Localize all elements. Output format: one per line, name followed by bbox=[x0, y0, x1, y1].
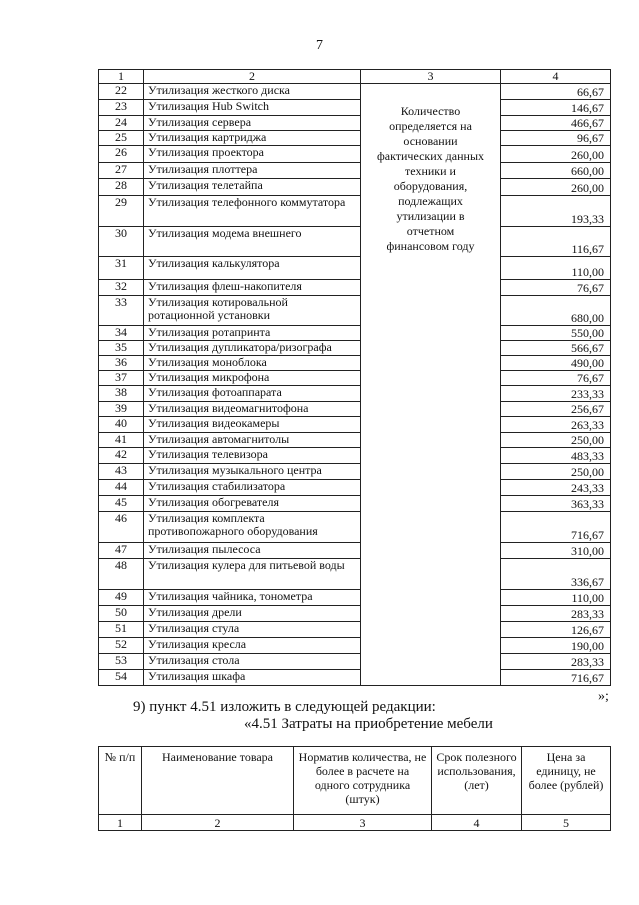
unit-price: 126,67 bbox=[501, 622, 611, 638]
quantity-note bbox=[361, 84, 501, 686]
table-row bbox=[99, 386, 611, 402]
table-row bbox=[99, 296, 611, 326]
item-name: Утилизация Hub Switch bbox=[144, 100, 361, 116]
unit-price: 243,33 bbox=[501, 480, 611, 496]
unit-price: 680,00 bbox=[501, 296, 611, 326]
row-number: 31 bbox=[99, 257, 144, 280]
table-row bbox=[99, 606, 611, 622]
item-name: Утилизация кулера для питьевой воды bbox=[144, 559, 361, 590]
unit-price: 193,33 bbox=[501, 196, 611, 227]
table-row bbox=[99, 402, 611, 417]
unit-price: 263,33 bbox=[501, 417, 611, 433]
item-name: Утилизация калькулятора bbox=[144, 257, 361, 280]
item-name: Утилизация пылесоса bbox=[144, 543, 361, 559]
item-name: Утилизация стабилизатора bbox=[144, 480, 361, 496]
unit-price: 550,00 bbox=[501, 326, 611, 341]
table-row bbox=[99, 163, 611, 179]
row-number: 39 bbox=[99, 402, 144, 417]
row-number: 29 bbox=[99, 196, 144, 227]
table-row bbox=[99, 638, 611, 654]
row-number: 22 bbox=[99, 84, 144, 100]
table-row bbox=[99, 448, 611, 464]
table-row bbox=[99, 257, 611, 280]
row-number: 52 bbox=[99, 638, 144, 654]
item-name: Утилизация модема внешнего bbox=[144, 227, 361, 257]
row-number: 30 bbox=[99, 227, 144, 257]
unit-price: 256,67 bbox=[501, 402, 611, 417]
unit-price: 660,00 bbox=[501, 163, 611, 179]
item-name: Утилизация дупликатора/ризографа bbox=[144, 341, 361, 356]
row-number: 51 bbox=[99, 622, 144, 638]
row-number: 44 bbox=[99, 480, 144, 496]
section-title: «4.51 Затраты на приобретение мебели bbox=[244, 716, 493, 732]
unit-price: 190,00 bbox=[501, 638, 611, 654]
row-number: 23 bbox=[99, 100, 144, 116]
row-number: 35 bbox=[99, 341, 144, 356]
closing-quote: »; bbox=[598, 689, 609, 704]
unit-price: 250,00 bbox=[501, 464, 611, 480]
row-number: 48 bbox=[99, 559, 144, 590]
header-cell-number: № п/п bbox=[99, 747, 142, 815]
unit-price: 716,67 bbox=[501, 512, 611, 543]
table-row bbox=[99, 480, 611, 496]
unit-price: 490,00 bbox=[501, 356, 611, 371]
table-row bbox=[99, 280, 611, 296]
item-name: Утилизация жесткого диска bbox=[144, 84, 361, 100]
header-cell-unit-price: Цена за единицу, не более (рублей) bbox=[522, 747, 611, 815]
unit-price: 260,00 bbox=[501, 179, 611, 196]
item-name: Утилизация чайника, тонометра bbox=[144, 590, 361, 606]
unit-price: 310,00 bbox=[501, 543, 611, 559]
header-cell-quantity-norm: Норматив количества, не более в расчете на одного сотрудника (штук) bbox=[294, 747, 432, 815]
table-row bbox=[99, 84, 611, 100]
disposal-table bbox=[98, 69, 611, 686]
item-name: Утилизация видеокамеры bbox=[144, 417, 361, 433]
item-name: Утилизация обогревателя bbox=[144, 496, 361, 512]
unit-price: 66,67 bbox=[501, 84, 611, 100]
unit-price: 76,67 bbox=[501, 280, 611, 296]
row-number: 43 bbox=[99, 464, 144, 480]
header-cell: 1 bbox=[99, 70, 144, 84]
item-name: Утилизация моноблока bbox=[144, 356, 361, 371]
column-number: 4 bbox=[432, 815, 522, 831]
item-name: Утилизация картриджа bbox=[144, 131, 361, 146]
row-number: 33 bbox=[99, 296, 144, 326]
unit-price: 96,67 bbox=[501, 131, 611, 146]
column-number: 5 bbox=[522, 815, 611, 831]
table-row bbox=[99, 590, 611, 606]
unit-price: 76,67 bbox=[501, 371, 611, 386]
item-name: Утилизация шкафа bbox=[144, 670, 361, 686]
table-row bbox=[99, 559, 611, 590]
item-name: Утилизация котировальной ротационной установки bbox=[144, 296, 361, 326]
unit-price: 283,33 bbox=[501, 606, 611, 622]
header-cell: 4 bbox=[501, 70, 611, 84]
item-name: Утилизация проектора bbox=[144, 146, 361, 163]
table-row bbox=[99, 512, 611, 543]
column-number: 2 bbox=[142, 815, 294, 831]
header-cell: 2 bbox=[144, 70, 361, 84]
item-name: Утилизация автомагнитолы bbox=[144, 433, 361, 448]
item-name: Утилизация телетайпа bbox=[144, 179, 361, 196]
table-row bbox=[99, 417, 611, 433]
quantity-note-text: Количество определяется на основании фактических данных техники и оборудования, подлежащих утилизации в отчетном финансовом году bbox=[376, 104, 484, 253]
row-number: 42 bbox=[99, 448, 144, 464]
unit-price: 110,00 bbox=[501, 590, 611, 606]
column-number: 3 bbox=[294, 815, 432, 831]
unit-price: 116,67 bbox=[501, 227, 611, 257]
page-number: 7 bbox=[316, 38, 323, 53]
table-row bbox=[99, 227, 611, 257]
item-name: Утилизация телефонного коммутатора bbox=[144, 196, 361, 227]
furniture-table bbox=[98, 746, 611, 831]
row-number: 54 bbox=[99, 670, 144, 686]
table-row bbox=[99, 670, 611, 686]
unit-price: 566,67 bbox=[501, 341, 611, 356]
table-header-row bbox=[99, 747, 611, 815]
row-number: 32 bbox=[99, 280, 144, 296]
item-name: Утилизация музыкального центра bbox=[144, 464, 361, 480]
table-row bbox=[99, 433, 611, 448]
unit-price: 146,67 bbox=[501, 100, 611, 116]
unit-price: 483,33 bbox=[501, 448, 611, 464]
table-row bbox=[99, 496, 611, 512]
row-number: 37 bbox=[99, 371, 144, 386]
row-number: 36 bbox=[99, 356, 144, 371]
item-name: Утилизация стола bbox=[144, 654, 361, 670]
row-number: 41 bbox=[99, 433, 144, 448]
item-name: Утилизация микрофона bbox=[144, 371, 361, 386]
item-name: Утилизация фотоаппарата bbox=[144, 386, 361, 402]
item-name: Утилизация стула bbox=[144, 622, 361, 638]
table-row bbox=[99, 100, 611, 116]
row-number: 40 bbox=[99, 417, 144, 433]
table-row bbox=[99, 196, 611, 227]
table-row bbox=[99, 622, 611, 638]
unit-price: 283,33 bbox=[501, 654, 611, 670]
row-number: 46 bbox=[99, 512, 144, 543]
unit-price: 260,00 bbox=[501, 146, 611, 163]
unit-price: 233,33 bbox=[501, 386, 611, 402]
row-number: 38 bbox=[99, 386, 144, 402]
item-name: Утилизация комплекта противопожарного оборудования bbox=[144, 512, 361, 543]
unit-price: 716,67 bbox=[501, 670, 611, 686]
row-number: 25 bbox=[99, 131, 144, 146]
table-row bbox=[99, 116, 611, 131]
item-name: Утилизация телевизора bbox=[144, 448, 361, 464]
row-number: 27 bbox=[99, 163, 144, 179]
amendment-paragraph: 9) пункт 4.51 изложить в следующей редакции: bbox=[133, 699, 436, 715]
column-number: 1 bbox=[99, 815, 142, 831]
unit-price: 363,33 bbox=[501, 496, 611, 512]
item-name: Утилизация видеомагнитофона bbox=[144, 402, 361, 417]
item-name: Утилизация кресла bbox=[144, 638, 361, 654]
column-number-row bbox=[99, 815, 611, 831]
table-row bbox=[99, 464, 611, 480]
item-name: Утилизация сервера bbox=[144, 116, 361, 131]
item-name: Утилизация плоттера bbox=[144, 163, 361, 179]
item-name: Утилизация флеш-накопителя bbox=[144, 280, 361, 296]
table-row bbox=[99, 543, 611, 559]
table-row bbox=[99, 341, 611, 356]
row-number: 24 bbox=[99, 116, 144, 131]
unit-price: 250,00 bbox=[501, 433, 611, 448]
table-row bbox=[99, 356, 611, 371]
header-cell: 3 bbox=[361, 70, 501, 84]
table-row bbox=[99, 654, 611, 670]
table-row bbox=[99, 131, 611, 146]
table-row bbox=[99, 146, 611, 163]
row-number: 45 bbox=[99, 496, 144, 512]
table-row bbox=[99, 326, 611, 341]
table-row bbox=[99, 371, 611, 386]
row-number: 26 bbox=[99, 146, 144, 163]
row-number: 28 bbox=[99, 179, 144, 196]
item-name: Утилизация дрели bbox=[144, 606, 361, 622]
row-number: 49 bbox=[99, 590, 144, 606]
row-number: 50 bbox=[99, 606, 144, 622]
row-number: 34 bbox=[99, 326, 144, 341]
header-cell-product-name: Наименование товара bbox=[142, 747, 294, 815]
row-number: 53 bbox=[99, 654, 144, 670]
unit-price: 466,67 bbox=[501, 116, 611, 131]
header-cell-useful-life: Срок полезного использования, (лет) bbox=[432, 747, 522, 815]
unit-price: 336,67 bbox=[501, 559, 611, 590]
table-row bbox=[99, 179, 611, 196]
item-name: Утилизация ротапринта bbox=[144, 326, 361, 341]
row-number: 47 bbox=[99, 543, 144, 559]
unit-price: 110,00 bbox=[501, 257, 611, 280]
table-header-row bbox=[99, 70, 611, 84]
